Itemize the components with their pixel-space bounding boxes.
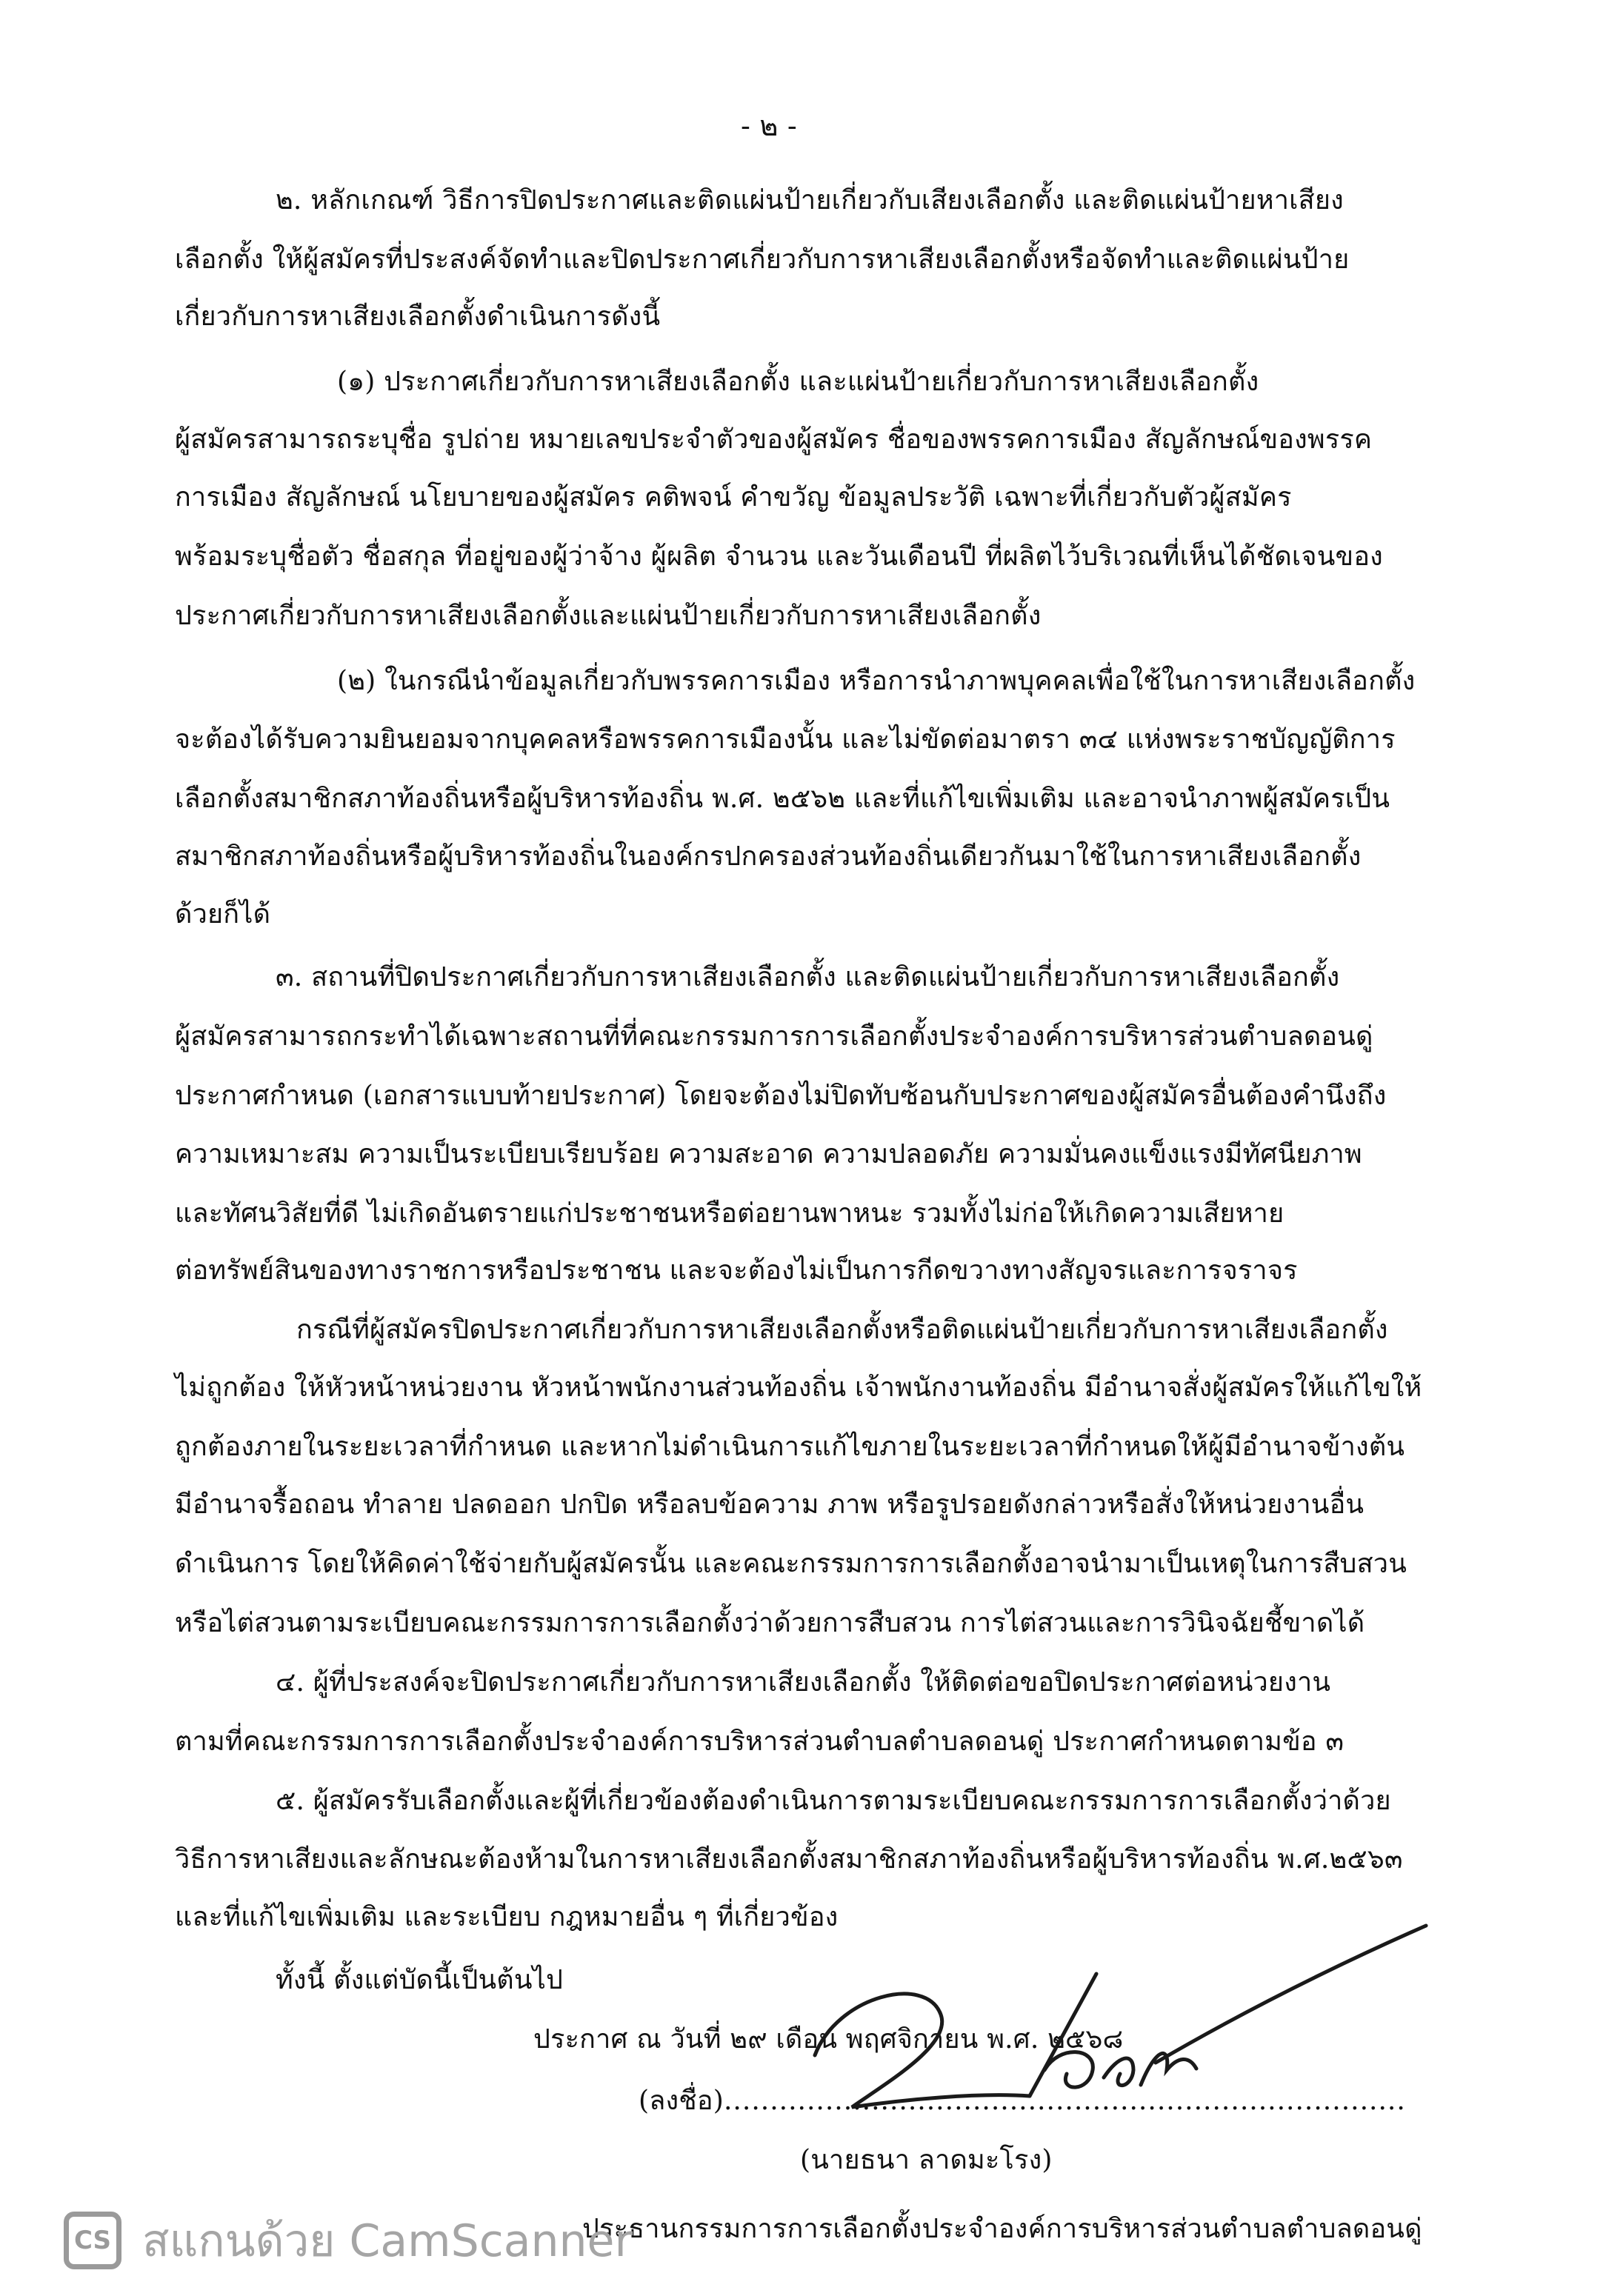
section-2-1-line-3: การเมือง สัญลักษณ์ นโยบายของผู้สมัคร คติพจน์ คำขวัญ ข้อมูลประวัติ เฉพาะที่เกี่ยวกับตัวผู้สมัคร xyxy=(175,482,1292,513)
camscanner-logo-icon: CS xyxy=(64,2212,121,2269)
section-4-line-2: ตามที่คณะกรรมการการเลือกตั้งประจำองค์การบริหารส่วนตำบลตำบลดอนดู่ ประกาศกำหนดตามข้อ ๓ xyxy=(175,1726,1345,1757)
camscanner-watermark xyxy=(64,2207,633,2274)
signature-dots: .......................................................................... xyxy=(723,2086,1406,2116)
section-2-1-line-1: (๑) ประกาศเกี่ยวกับการหาเสียงเลือกตั้ง และแผ่นป้ายเกี่ยวกับการหาเสียงเลือกตั้ง xyxy=(337,367,1259,397)
closing-text: ทั้งนี้ ตั้งแต่บัดนี้เป็นต้นไป xyxy=(276,1965,564,1995)
section-4-line-1: ๔. ผู้ที่ประสงค์จะปิดประกาศเกี่ยวกับการหาเสียงเลือกตั้ง ให้ติดต่อขอปิดประกาศต่อหน่วยงาน xyxy=(276,1667,1331,1698)
section-2-2-line-4: สมาชิกสภาท้องถิ่นหรือผู้บริหารท้องถิ่นในองค์กรปกครองส่วนท้องถิ่นเดียวกันมาใช้ในการหาเสียงเลือกตั้ง xyxy=(175,841,1362,872)
section-2-line-1: ๒. หลักเกณฑ์ วิธีการปิดประกาศและติดแผ่นป้ายเกี่ยวกับเสียงเลือกตั้ง และติดแผ่นป้ายหาเสียง xyxy=(276,185,1344,216)
signer-name: (นายธนา ลาดมะโรง) xyxy=(800,2145,1053,2175)
section-5-line-1: ๕. ผู้สมัครรับเลือกตั้งและผู้ที่เกี่ยวข้องต้องดำเนินการตามระเบียบคณะกรรมการการเลือกตั้งว่าด้วย xyxy=(276,1786,1391,1816)
section-3-line-1: ๓. สถานที่ปิดประกาศเกี่ยวกับการหาเสียงเลือกตั้ง และติดแผ่นป้ายเกี่ยวกับการหาเสียงเลือกตั้ง xyxy=(276,962,1340,992)
section-3-case-line-4: มีอำนาจรื้อถอน ทำลาย ปลดออก ปกปิด หรือลบข้อความ ภาพ หรือรูปรอยดังกล่าวหรือสั่งให้หน่วยงานอื่น xyxy=(175,1489,1365,1520)
section-3-line-2: ผู้สมัครสามารถกระทำได้เฉพาะสถานที่ที่คณะกรรมการการเลือกตั้งประจำองค์การบริหารส่วนตำบลดอนดู่ xyxy=(175,1021,1373,1052)
signer-position: ประธานกรรมการการเลือกตั้งประจำองค์การบริหารส่วนตำบลตำบลดอนดู่ xyxy=(582,2214,1422,2244)
section-2-2-line-5: ด้วยก็ได้ xyxy=(175,899,271,930)
section-3-case-line-3: ถูกต้องภายในระยะเวลาที่กำหนด และหากไม่ดำเนินการแก้ไขภายในระยะเวลาที่กำหนดให้ผู้มีอำนาจข้างต้น xyxy=(175,1432,1405,1462)
section-3-line-4: ความเหมาะสม ความเป็นระเบียบเรียบร้อย ความสะอาด ความปลอดภัย ความมั่นคงแข็งแรงมีทัศนียภาพ xyxy=(175,1139,1362,1169)
handwritten-signature xyxy=(785,1885,1452,2137)
section-3-case-line-6: หรือไต่สวนตามระเบียบคณะกรรมการการเลือกตั้งว่าด้วยการสืบสวน การไต่สวนและการวินิจฉัยชี้ขาดได้ xyxy=(175,1608,1365,1638)
camscanner-text: สแกนด้วย CamScanner xyxy=(142,2215,633,2267)
section-2-2-line-2: จะต้องได้รับความยินยอมจากบุคคลหรือพรรคการเมืองนั้น และไม่ขัดต่อมาตรา ๓๔ แห่งพระราชบัญญัติการ xyxy=(175,724,1396,755)
section-3-line-3: ประกาศกำหนด (เอกสารแบบท้ายประกาศ) โดยจะต้องไม่ปิดทับซ้อนกับประกาศของผู้สมัครอื่นต้องคำนึงถึง xyxy=(175,1081,1387,1111)
section-2-1-line-4: พร้อมระบุชื่อตัว ชื่อสกุล ที่อยู่ของผู้ว่าจ้าง ผู้ผลิต จำนวน และวันเดือนปี ที่ผลิตไว้บริเวณที่เห็นได้ชัดเจนของ xyxy=(175,541,1383,572)
section-2-2-line-3: เลือกตั้งสมาชิกสภาท้องถิ่นหรือผู้บริหารท้องถิ่น พ.ศ. ๒๕๖๒ และที่แก้ไขเพิ่มเติม และอาจนำภาพผู้สมัครเป็น xyxy=(175,784,1390,814)
section-3-line-6: ต่อทรัพย์สินของทางราชการหรือประชาชน และจะต้องไม่เป็นการกีดขวางทางสัญจรและการจราจร xyxy=(175,1255,1298,1286)
section-2-2-line-1: (๒) ในกรณีนำข้อมูลเกี่ยวกับพรรคการเมือง หรือการนำภาพบุคคลเพื่อใช้ในการหาเสียงเลือกตั้ง xyxy=(337,666,1416,696)
section-5-line-2: วิธีการหาเสียงและลักษณะต้องห้ามในการหาเสียงเลือกตั้งสมาชิกสภาท้องถิ่นหรือผู้บริหารท้องถิ่น พ.ศ.๒๕๖๓ xyxy=(175,1844,1403,1875)
section-2-1-line-2: ผู้สมัครสามารถระบุชื่อ รูปถ่าย หมายเลขประจำตัวของผู้สมัคร ชื่อของพรรคการเมือง สัญลักษณ์ของพรรค xyxy=(175,424,1373,455)
section-3-case-line-1: กรณีที่ผู้สมัครปิดประกาศเกี่ยวกับการหาเสียงเลือกตั้งหรือติดแผ่นป้ายเกี่ยวกับการหาเสียงเลือกตั้ง xyxy=(296,1315,1388,1345)
section-2-line-3: เกี่ยวกับการหาเสียงเลือกตั้งดำเนินการดังนี้ xyxy=(175,301,661,332)
section-3-case-line-5: ดำเนินการ โดยให้คิดค่าใช้จ่ายกับผู้สมัครนั้น และคณะกรรมการการเลือกตั้งอาจนำมาเป็นเหตุในการสืบสวน xyxy=(175,1549,1407,1579)
page-number: - ๒ - xyxy=(741,110,797,142)
section-3-case-line-2: ไม่ถูกต้อง ให้หัวหน้าหน่วยงาน หัวหน้าพนักงานส่วนท้องถิ่น เจ้าพนักงานท้องถิ่น มีอำนาจสั่งผู้สมัครให้แก้ไขให้ xyxy=(175,1372,1422,1403)
section-3-line-5: และทัศนวิสัยที่ดี ไม่เกิดอันตรายแก่ประชาชนหรือต่อยานพาหนะ รวมทั้งไม่ก่อให้เกิดความเสียหาย xyxy=(175,1198,1285,1229)
announce-date: ประกาศ ณ วันที่ ๒๙ เดือน พฤศจิกายน พ.ศ. ๒๕๖๘ xyxy=(533,2024,1124,2055)
signature-label: (ลงชื่อ) xyxy=(639,2086,724,2116)
section-2-1-line-5: ประกาศเกี่ยวกับการหาเสียงเลือกตั้งและแผ่นป้ายเกี่ยวกับการหาเสียงเลือกตั้ง xyxy=(175,601,1042,631)
section-5-line-3: และที่แก้ไขเพิ่มเติม และระเบียบ กฎหมายอื่น ๆ ที่เกี่ยวข้อง xyxy=(175,1902,839,1932)
section-2-line-2: เลือกตั้ง ให้ผู้สมัครที่ประสงค์จัดทำและปิดประกาศเกี่ยวกับการหาเสียงเลือกตั้งหรือจัดทำและติดแผ่นป้าย xyxy=(175,244,1350,275)
